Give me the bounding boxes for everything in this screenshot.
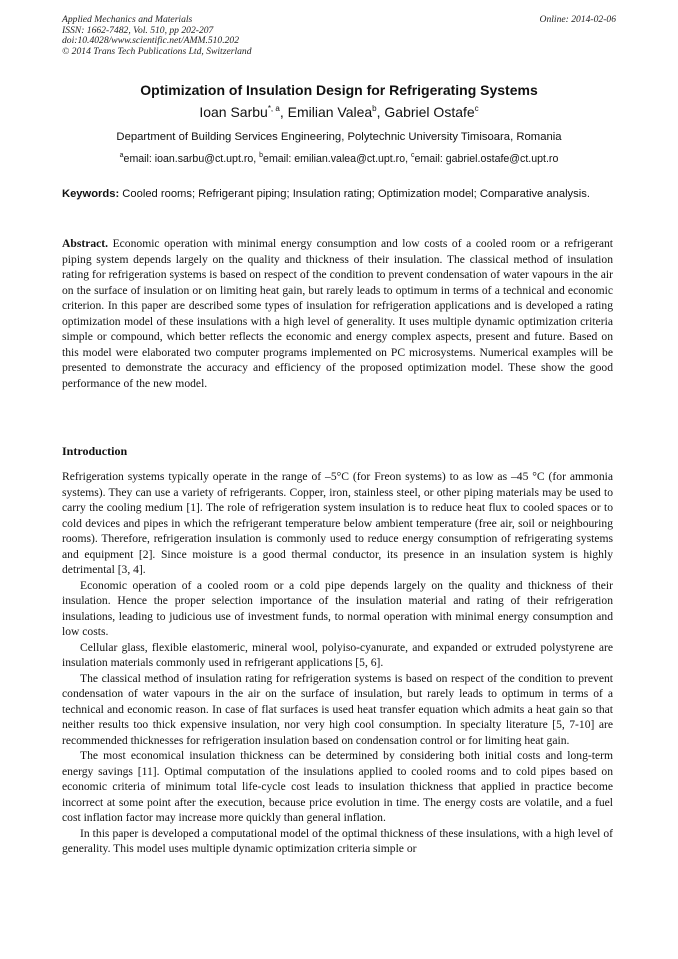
journal-name: Applied Mechanics and Materials [62,14,193,25]
author-name: Emilian Valea [287,104,373,120]
paper-title: Optimization of Insulation Design for Refrigerating Systems [140,82,538,98]
author-name: Ioan Sarbu [199,104,268,120]
paragraph: The most economical insulation thickness can be determined by considering both initial costs and long-term energy savings [11]. Optimal computation of the insulations applied to cooled rooms and to cold pipes based on economic criteria of minimum total life-cycle cost leads to insulation thickness that applied in practice become incorrect at some point after the execution, because price evolution in time. The energy costs are volatile, and a fuel cost inflation factor may increase more quickly than general inflation. [62,749,613,824]
keywords-label: Keywords: [62,188,120,200]
paragraph: The classical method of insulation rating for refrigeration systems is based on respect of the condition to prevent condensation of water vapours in the air on the surface of insulation, but rarely leads to optimum in terms of a technical and economic reason. In case of flat surfaces is used heat transfer equation which admits a heat gain so that neither results too thick expensive insulation, nor very high cool consumption. In specialty literature [5, 7-10] are recommended thicknesses for refrigeration insulation based on condensation control or for limiting heat gain. [62,671,613,747]
paragraph: In this paper is developed a computational model of the optimal thickness of these insulations, with a high level of generality. This model uses multiple dynamic optimization criteria simple or [62,826,613,855]
author-name: Gabriel Ostafe [384,104,475,120]
author-mark: c [474,104,479,113]
author-mark: b [372,104,377,113]
email-list [0,152,678,165]
copyright-line: © 2014 Trans Tech Publications Ltd, Switzerland [62,45,252,57]
email-entry[interactable]: email: ioan.sarbu@ct.upt.ro, [123,153,260,165]
introduction-body [62,469,613,857]
keywords-text: Cooled rooms; Refrigerant piping; Insulation rating; Optimization model; Comparative analysis. [119,188,590,200]
journal-header [62,15,616,57]
paragraph: Cellular glass, flexible elastomeric, mineral wool, polyiso-cyanurate, and expanded or extruded polystyrene are insulation materials commonly used in refrigerant applications [5, 6]. [62,640,613,669]
email-mark: b [259,152,264,159]
author-mark: *, a [267,104,280,113]
author-separator: , [376,104,385,120]
issn-line: ISSN: 1662-7482, Vol. 510, pp 202-207 [62,24,214,36]
abstract-label: Abstract. [62,237,109,250]
email-entry[interactable]: email: emilian.valea@ct.upt.ro, [263,153,411,165]
section-heading-introduction: Introduction [62,444,128,458]
paragraph: Refrigeration systems typically operate in the range of –5°C (for Freon systems) to as low as –45 °C (for ammonia systems). They can use a variety of refrigerants. Copper, iron, stainless steel, or other piping materials may be used to carry the cooling medium [1]. The role of refrigeration system insulation is to reduce heat flux to cooled spaces or to cold devices and pipes in which the refrigerant temperature below ambient temperature (free air, soil or neighbouring rooms). Therefore, refrigeration insulation is commonly used to reduce energy consumption of refrigerating systems and equipment [2]. Since moisture is a good thermal conductor, its presence in an insulation system is highly detrimental [3, 4]. [62,470,613,576]
paragraph: Economic operation of a cooled room or a cold pipe depends largely on the quality and thickness of their insulation. Hence the proper selection importance of the insulation material and rating of their refrigeration insulations, leading to judicious use of investment funds, to normal operation with minimal energy consumption and low costs. [62,578,613,638]
email-entry[interactable]: email: gabriel.ostafe@ct.upt.ro [414,153,559,165]
author-list [0,104,678,120]
keywords-block [62,187,613,201]
online-date: Online: 2014-02-06 [539,14,616,25]
email-mark: a [119,152,124,159]
doi-line[interactable]: doi:10.4028/www.scientific.net/AMM.510.202 [62,35,240,47]
email-mark: c [411,152,415,159]
abstract-text: Economic operation with minimal energy consumption and low costs of a cooled room or a refrigerant piping system depends largely on the quality and thickness of their insulation. The classical method of insulation rating for refrigeration systems is based on respect of the condition to prevent condensation of water vapours in the air on the surface of insulation or on limiting heat gain, but rarely leads to optimum in terms of a technical and economic criterion. In this paper are described some types of insulation for refrigeration applications and is developed a rating optimization model of these insulations with a high level of generality. It uses multiple dynamic optimization criteria simple or compound, which better reflects the economic and energy complex aspects, present and future. Based on this model were elaborated two computer programs implemented on PC microsystems. Numerical examples will be presented to demonstrate the accuracy and efficiency of the proposed optimization model. These show the good performance of the new model. [62,237,613,390]
author-separator: , [279,104,288,120]
abstract-block [62,236,613,391]
affiliation: Department of Building Services Engineering, Polytechnic University Timisoara, Romania [116,131,562,143]
